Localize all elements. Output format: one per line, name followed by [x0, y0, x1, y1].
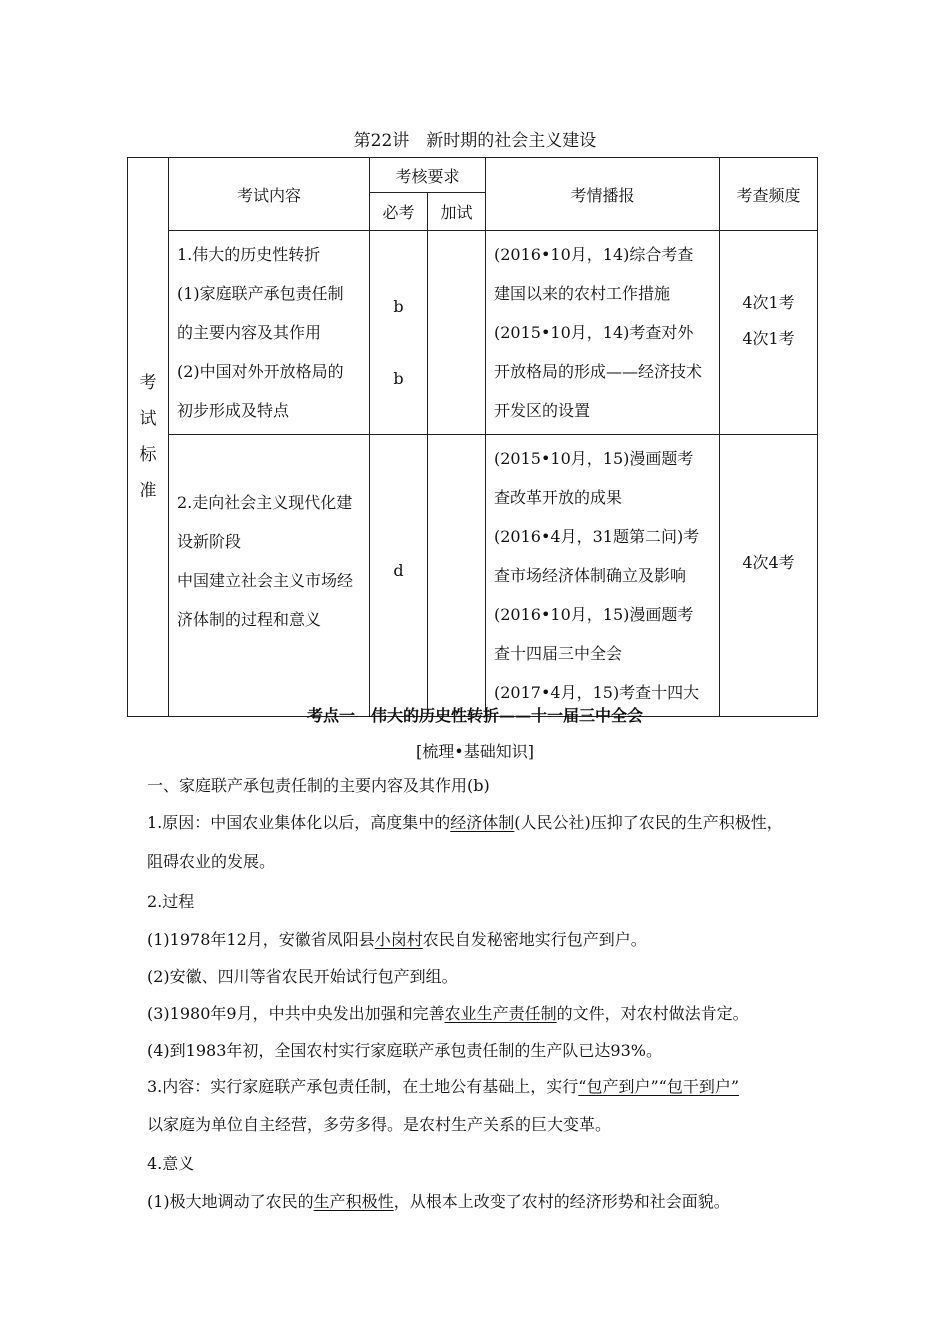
row1-broadcast: (2016•10月，14)综合考查 建国以来的农村工作措施 (2015•10月，14)考查对外 开放格局的形成——经济技术 开发区的设置 — [486, 231, 720, 435]
paragraph-content: 3.内容：实行家庭联产承包责任制，在土地公有基础上，实行“包产到户”“包干到户” — [147, 1077, 740, 1096]
side-label-cell — [128, 158, 169, 717]
row1-content: 1.伟大的历史性转折 (1)家庭联产承包责任制 的主要内容及其作用 (2)中国对外开放格局的 初步形成及特点 — [169, 231, 370, 435]
table-row — [128, 435, 818, 717]
header-broadcast: 考情播报 — [486, 158, 720, 231]
side-label: 考 试 标 准 — [139, 373, 157, 501]
exam-standard-table — [127, 157, 818, 717]
paragraph-significance-1: (1)极大地调动了农民的生产积极性，从根本上改变了农村的经济形势和社会面貌。 — [147, 1192, 730, 1211]
paragraph-cause: 1.原因：中国农业集体化以后，高度集中的经济体制(人民公社)压抑了农民的生产积极性， — [147, 813, 783, 832]
paragraph-content-cont: 以家庭为单位自主经营，多劳多得。是农村生产关系的巨大变革。 — [147, 1115, 612, 1134]
blank-answer: 生产积极性 — [313, 1192, 394, 1211]
header-frequency: 考查频度 — [720, 158, 818, 231]
paragraph-process-1: (1)1978年12月，安徽省凤阳县小岗村农民自发秘密地实行包产到户。 — [147, 930, 647, 949]
row1-bikao: b b — [370, 231, 428, 435]
blank-answer: 经济体制 — [450, 813, 515, 832]
paragraph-process-2: (2)安徽、四川等省农民开始试行包产到组。 — [147, 967, 458, 986]
blank-answer: 小岗村 — [374, 930, 423, 949]
blank-answer: “包产到户”“包干到户” — [578, 1077, 740, 1096]
header-requirement: 考核要求 — [370, 158, 486, 193]
header-bikao: 必考 — [370, 193, 428, 231]
blank-answer: 农业生产责任制 — [444, 1004, 557, 1023]
paragraph-process-4: (4)到1983年初，全国农村实行家庭联产承包责任制的生产队已达93%。 — [147, 1041, 662, 1060]
part-title: 一、家庭联产承包责任制的主要内容及其作用(b) — [147, 776, 490, 795]
row1-frequency: 4次1考 4次1考 — [720, 231, 818, 435]
paragraph-process-3: (3)1980年9月，中共中央发出加强和完善农业生产责任制的文件，对农村做法肯定。 — [147, 1004, 749, 1023]
row2-frequency: 4次4考 — [720, 435, 818, 717]
paragraph-significance: 4.意义 — [147, 1154, 195, 1173]
row2-content: 2.走向社会主义现代化建 设新阶段 中国建立社会主义市场经 济体制的过程和意义 — [169, 435, 370, 717]
row2-broadcast: (2015•10月，15)漫画题考 查改革开放的成果 (2016•4月，31题第二问)考 查市场经济体制确立及影响 (2016•10月，15)漫画题考 查十四届三中全会 (2017•4月，15)考查十四大 — [486, 435, 720, 717]
row2-bikao: d — [370, 435, 428, 717]
section-heading: 考点一 伟大的历史性转折——十一届三中全会 — [306, 706, 643, 725]
header-jiashi: 加试 — [428, 193, 486, 231]
lecture-title: 第22讲 新时期的社会主义建设 — [353, 131, 597, 151]
row2-jiashi — [428, 435, 486, 717]
paragraph-process: 2.过程 — [147, 892, 195, 911]
section-subheading: [梳理•基础知识] — [416, 742, 534, 761]
table-row — [128, 231, 818, 435]
header-content: 考试内容 — [169, 158, 370, 231]
row1-jiashi — [428, 231, 486, 435]
paragraph-cause-cont: 阻碍农业的发展。 — [147, 852, 276, 871]
